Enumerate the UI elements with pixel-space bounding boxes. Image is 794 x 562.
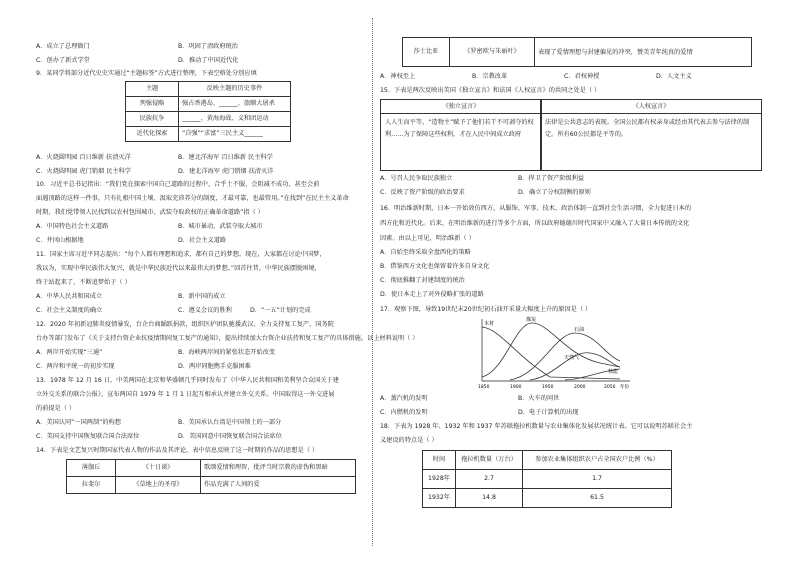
x-tick-label: 1900 (510, 385, 522, 390)
q18-cell: 61.5 (523, 489, 672, 508)
q15-box-left (380, 99, 542, 171)
x-axis-unit: 年份 (620, 385, 629, 390)
q9-stem: 9．某同学将部分近代史史实通过“主题标签”方式进行整理，下表空格处分别应填 (36, 70, 257, 77)
q12-line: 12．2020 年初新冠肺炎疫情暴发，台企台商踊跃捐款，组织医护团队驰援武汉、全力支持复工复产，国务院 (36, 321, 334, 328)
q14-stem: 14．下表是文艺复兴时期国家代表人物的作品及其评论，表中信息反映了这一时期的作品的思想是（ ） (36, 447, 319, 454)
q15-option-a: A．号召人民争取民族独立 (380, 175, 453, 182)
q13-line: 立外交关系的联合公报》，宣布两国自 1979 年 1 月 1 日起互相承认并建立外交关系。中国取得这一外交进展 (36, 391, 335, 398)
q9-option-b: B．建北洋海军 百日维新 民主科学 (178, 154, 273, 161)
q10-option-b: B．城市暴动，武装夺取大城市 (178, 223, 263, 230)
series-label: 木材 (484, 321, 495, 327)
q10-line: 时期，我们党带领人民找到以农村包围城市、武装夺取政权的正确革命道路”指（ ） (36, 209, 264, 216)
series-label: 天然气 (564, 355, 580, 361)
q17-option-c: C．内燃机的发明 (380, 409, 428, 416)
q15-box-left-body: 人人生而平等，“造物主”赋予了他们若干不可剥夺的权利……为了保障这些权利，才在人民中间成立政府 (385, 119, 534, 138)
q11-option-c2: C．遵义会议的胜利 (178, 307, 232, 314)
q9-table (125, 81, 291, 142)
q12-option-b: B．海峡两岸间的紧张状态开始改变 (178, 349, 276, 356)
q11-option-c: C．社会主义制度的确立 (36, 307, 103, 314)
q18-table (422, 450, 672, 508)
q18-cell: 1.7 (523, 470, 672, 489)
q14-option-d: D．人文主义 (656, 73, 692, 80)
q9-cell: 近代化探索 (126, 127, 179, 142)
x-tick-label: 1950 (542, 385, 554, 390)
q10-line: 面遇顶路的这样一件事，只有扎根中国土壤、汲取充沛养分的制度，才最可靠，也最管用。”在找到“在民主主义革命 (36, 195, 349, 202)
q9-option-a: A．火烧圆明园 百日维新 扶清灭洋 (36, 154, 131, 161)
q18-header-cell: 时间 (423, 451, 456, 470)
q14-option-b: B．宗教改革 (472, 73, 508, 80)
series-line-wood (482, 327, 620, 379)
q9-cell: 强占香港岛、______、旅顺大屠杀 (179, 97, 291, 112)
q11-line: 终于站起来了，不断追梦始于（ ） (36, 279, 131, 286)
q12-line: 台办等部门发布了《关于支持台资企业抗疫情期间复工复产的通知》，提出持续加大台资企业扶持和复工复产的具体措施。以上材料说明（ ） (36, 335, 419, 342)
q9-cell: 列强侵略 (126, 97, 179, 112)
q8-option-d: D．推动了中国近代化 (178, 57, 239, 64)
q9-option-d: D．建北洋海军 虎门销烟 扶清灭洋 (178, 168, 274, 175)
q17-option-a: A．蒸汽机的发明 (380, 395, 428, 402)
q16-option-a: A．自始至终采取全盘西化的策略 (380, 249, 471, 256)
series-label: 核能 (608, 369, 619, 375)
q14-cell-text: 表现了爱情理想与封建偏见的冲突，赞美青年纯真的爱情 (538, 48, 693, 56)
q17-option-b: B．火车的问世 (518, 395, 560, 402)
q16-line: 西方化和近代化。后来，在明治维新的进行等多个方面，所以政府德德川时代国家中又融入了大量日本传统的文化 (380, 220, 690, 227)
q17-stem: 17．观察下图，导致19世纪末20世纪初石油开采量大幅度上升的原因是（ ） (380, 306, 592, 313)
q10-option-a: A．中国特色社会主义道路 (36, 223, 109, 230)
q15-box-right-title: 《人权宣言》 (541, 100, 761, 114)
q8-option-b: B．巩固了清政府统治 (178, 43, 238, 50)
q12-option-a: A．两岸开始实现“三通” (36, 349, 103, 356)
q11-option-d: D．“一五”计划的完成 (250, 307, 311, 314)
q10-option-d: D．社会主义道路 (178, 237, 227, 244)
q11-line: 11．国家主席习近平同志提出：“每个人都有理想和追求，都有自己的梦想。现在，大家都在讨论中国梦， (36, 251, 326, 258)
q15-option-b: B．捍卫了资产阶级利益 (518, 175, 585, 182)
q11-line: 我以为，实现中华民族伟大复兴，就是中华民族近代以来最伟大的梦想。”回首往昔，中华民族摆脱困境， (36, 265, 321, 272)
q14-cell: 《草地上的圣母》 (116, 477, 201, 494)
q13-option-c: C．美国支持中国恢复联合国合法席位 (36, 433, 140, 440)
q18-cell: 1932年 (423, 489, 456, 508)
q15-box-right-body: 法律是公共意志的表现。全国公民都有权亲身或经由其代表去参与法律的制定。所有60公民都是平等的。 (545, 119, 750, 138)
q8-option-a: A．成立了总理衙门 (36, 43, 90, 50)
q9-header-cell: 主题 (126, 82, 179, 97)
series-line-coal (482, 323, 620, 377)
q10-option-c: C．井冈山根据地 (36, 237, 84, 244)
q13-line: 13．1978 年 12 月 16 日，中美两国在北京和华盛顿几乎同时发布了《中华人民共和国和美利坚合众国关于建 (36, 377, 339, 384)
q16-line: 16．明治维新时期，日本一开始效仿西方，从服饰、军事、技术、政治体制一直到社会生活习惯，全力促进日本的 (380, 205, 692, 212)
q12-option-d: D．两岸同胞携手克服困难 (178, 363, 251, 370)
q10-line: 10．习近平总书记指出：“我们党在探索中国自己道路的过程中，合乎土不服，会阻减不成功，甚至会前 (36, 181, 320, 188)
q11-option-a: A．中华人民共和国成立 (36, 293, 103, 300)
q13-line: 的前提是（ ） (36, 405, 76, 412)
q15-option-d: D．确立了分权制衡的原则 (518, 189, 591, 196)
x-tick-label: 2000 (574, 385, 586, 390)
q12-option-c: C．两岸和平统一的初步实现 (36, 363, 115, 370)
q14-cell: 《罗密欧与朱丽叶》 (450, 38, 535, 67)
q15-stem: 15．下表是两次反映出美国《独立宣言》和法国《人权宣言》的共同之处是（ ） (380, 87, 601, 94)
q14-cell: 拉斐尔 (67, 477, 116, 494)
q14-table (66, 459, 356, 494)
q16-option-c: C．彻底推翻了封建制度的统治 (380, 277, 465, 284)
q14-cell: 薄伽丘 (67, 460, 116, 477)
q18-header-cell: 参加农业集体组织农户占全国农户比例（%） (523, 451, 672, 470)
q14-cell: 莎士比亚 (403, 38, 450, 67)
q16-option-d: D．使日本走上了对外侵略扩张的道路 (380, 291, 484, 298)
series-label: 石油 (574, 327, 585, 333)
q18-line: 18．下表为 1928 年、1932 年和 1937 年苏联拖拉机数量与农业集体化发展状况统计表。它可以说明苏联社会主 (380, 423, 693, 430)
q18-cell: 14.8 (456, 489, 523, 508)
q15-option-c: C．反映了资产阶级的政治要求 (380, 189, 465, 196)
x-tick-label: 1850 (478, 385, 490, 390)
q15-box-left-title: 《独立宣言》 (381, 100, 541, 114)
q9-option-c: C．火烧圆明园 虎门销烟 民主科学 (36, 168, 131, 175)
q17-option-d: D．电子计算机的出现 (518, 409, 579, 416)
q14-cell: 歌颂爱情和理智，批评当时宗教的虚伪和黑暗 (201, 460, 356, 477)
q15-box-right (540, 99, 762, 171)
q9-cell: ______、黄海海战、义和团运动 (179, 112, 291, 127)
q13-option-a: A．美国认同“一国两制”的构想 (36, 419, 121, 426)
q14-option-c: C．君权神授 (564, 73, 600, 80)
q14-cell (535, 38, 752, 67)
q18-header-cell: 拖拉机数量（万台） (456, 451, 523, 470)
q18-cell: 1928年 (423, 470, 456, 489)
q14-cell: 《十日谈》 (116, 460, 201, 477)
q13-option-b: B．美国承认台湾是中国领土的一部分 (178, 419, 282, 426)
q14-option-a: A．神权至上 (380, 73, 416, 80)
q9-cell: “自强”“求富”三民主义______ (179, 127, 291, 142)
q11-option-b: B．新中国的成立 (178, 293, 226, 300)
series-label: 煤炭 (526, 317, 537, 323)
q18-line: 义建设的特点是（ ） (380, 437, 438, 444)
x-tick-label: 2050 (604, 385, 616, 390)
q9-cell: 民族抗争 (126, 112, 179, 127)
q16-line: 因素。由以上可见，明治维新（ ） (380, 235, 475, 242)
q8-option-c: C．创办了新式学堂 (36, 57, 90, 64)
q16-option-b: B．借鉴西方文化也保留着许多自身文化 (380, 263, 490, 270)
q18-cell: 2.7 (456, 470, 523, 489)
energy-consumption-chart (470, 315, 640, 393)
q14-cell: 作品充满了人间的爱 (201, 477, 356, 494)
right-column (372, 0, 794, 562)
q13-option-d: D．美国同意中国恢复联合国合法席位 (178, 433, 282, 440)
q9-header-cell: 反映主题的历史事件 (179, 82, 291, 97)
q14-table-continued (402, 37, 752, 67)
